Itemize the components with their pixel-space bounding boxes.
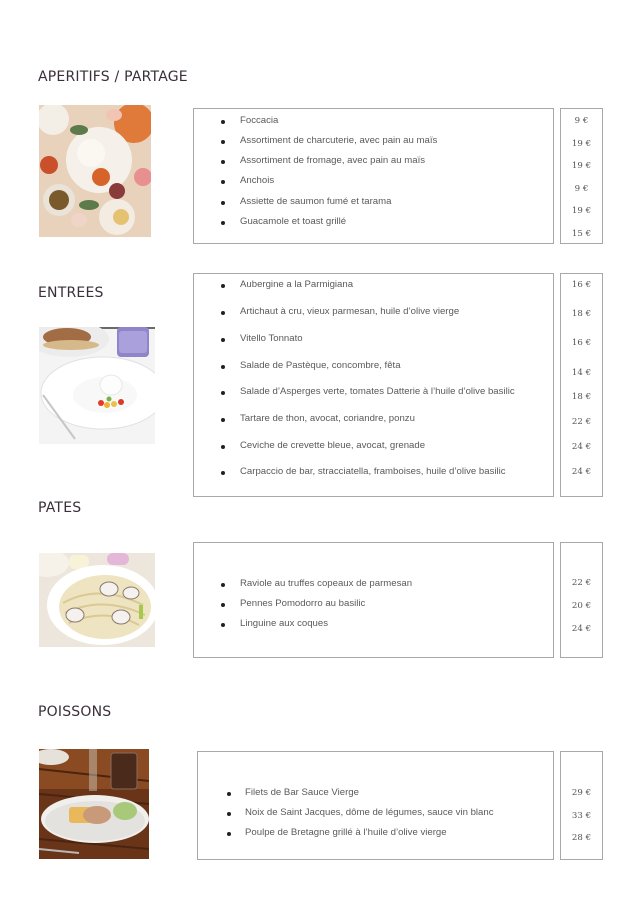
price: 19 € [571, 139, 592, 149]
price: 20 € [571, 601, 592, 611]
section-title-poissons: POISSONS [38, 704, 112, 720]
price: 15 € [571, 229, 592, 239]
price: 18 € [571, 392, 592, 402]
price: 9 € [574, 116, 589, 126]
bullet-icon [221, 603, 225, 607]
poissons-prices-box [560, 751, 603, 860]
aperitifs-prices-box [560, 108, 603, 244]
price: 19 € [571, 161, 592, 171]
clam-linguine-photo [39, 553, 155, 647]
price: 19 € [571, 206, 592, 216]
bullet-icon [221, 391, 225, 395]
price: 9 € [574, 184, 589, 194]
price: 24 € [571, 442, 592, 452]
fish-plate-photo [39, 749, 149, 859]
bullet-icon [221, 160, 225, 164]
bullet-icon [227, 792, 231, 796]
entrees-prices-box [560, 273, 603, 497]
section-title-entrees: ENTREES [38, 285, 104, 301]
aperitifs-items-box: Foccacia Assortiment de charcuterie, avec pain au maïs Assortiment de fromage, avec pain au maïs Anchois Assiette de saumon fumé et tarama Guacamole et toast grillé [193, 108, 554, 244]
section-title-pates: PATES [38, 500, 82, 516]
bullet-icon [221, 418, 225, 422]
bullet-icon [221, 338, 225, 342]
bullet-icon [221, 180, 225, 184]
price: 22 € [571, 578, 592, 588]
bullet-icon [221, 140, 225, 144]
poissons-items-box: Filets de Bar Sauce Vierge Noix de Saint Jacques, dôme de légumes, sauce vin blanc Poulpe de Bretagne grillé à l’huile d’olive vierge [197, 751, 554, 860]
pates-prices-box [560, 542, 603, 658]
bullet-icon [221, 311, 225, 315]
bullet-icon [221, 120, 225, 124]
bullet-icon [227, 812, 231, 816]
price: 22 € [571, 417, 592, 427]
bullet-icon [221, 445, 225, 449]
price: 24 € [571, 467, 592, 477]
bullet-icon [221, 623, 225, 627]
bullet-icon [221, 365, 225, 369]
price: 14 € [571, 368, 592, 378]
grazing-platter-photo [39, 105, 151, 237]
bullet-icon [227, 832, 231, 836]
bullet-icon [221, 471, 225, 475]
bullet-icon [221, 201, 225, 205]
price: 28 € [571, 833, 592, 843]
price: 16 € [571, 338, 592, 348]
price: 33 € [571, 811, 592, 821]
price: 24 € [571, 624, 592, 634]
bullet-icon [221, 221, 225, 225]
burrata-plate-photo [39, 327, 155, 444]
bullet-icon [221, 284, 225, 288]
price: 16 € [571, 280, 592, 290]
price: 18 € [571, 309, 592, 319]
section-title-aperitifs: APERITIFS / PARTAGE [38, 69, 188, 85]
pates-items-box: Raviole au truffes copeaux de parmesan Pennes Pomodorro au basilic Linguine aux coques [193, 542, 554, 658]
entrees-items-box: Aubergine a la Parmigiana Artichaut à cru, vieux parmesan, huile d’olive vierge Vitello Tonnato Salade de Pastèque, concombre, fêta Salade d’Asperges verte, tomates Datterie à l’huile d’olive basilic Tartare de thon, avocat, coriandre, ponzu Ceviche de crevette bleue, avocat, grenade Carpaccio de bar, stracciatella, framboises, huile d’olive basilic [193, 273, 554, 497]
price: 29 € [571, 788, 592, 798]
bullet-icon [221, 583, 225, 587]
